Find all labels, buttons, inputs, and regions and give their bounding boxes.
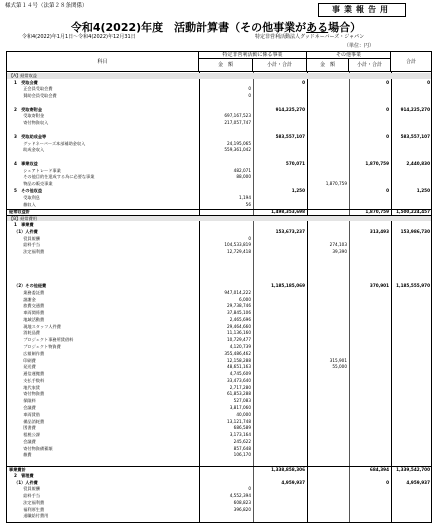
cell-total: 153,986,730: [400, 228, 430, 234]
table-row: [7, 493, 431, 499]
cell-amt: 2,717,280: [229, 384, 251, 390]
table-row: [7, 188, 431, 194]
cell-amt: 559,361,042: [224, 147, 251, 153]
table-row: [7, 426, 431, 432]
row-label: 備品消耗費: [19, 418, 45, 424]
row-label: 退職給付費用: [19, 513, 49, 519]
row-label: （1）人件費: [14, 479, 38, 485]
table-row: [7, 385, 431, 391]
cell-total: 4,959,937: [406, 479, 430, 485]
cell-amt: 697,167,523: [224, 113, 251, 119]
cell-sub: 914,225,270: [275, 106, 305, 112]
cell-amt: 11,136,160: [227, 330, 251, 336]
table-row: [7, 134, 431, 140]
unit-label: （単位：円）: [344, 43, 375, 49]
cell-osub: 1,870,759: [365, 160, 389, 166]
row-label: 地域活動費: [19, 316, 45, 322]
cell-sub: 1,250: [291, 188, 305, 194]
table-row: [7, 392, 431, 398]
header-nonprofit: 特定非営利活動に係る事業: [199, 52, 307, 59]
table-row: [7, 459, 431, 465]
cell-amt: 104,533,819: [224, 242, 251, 248]
row-label: 物品の販売事業: [19, 181, 53, 187]
table-row: [7, 209, 431, 215]
cell-amt: 482,071: [233, 167, 251, 173]
cell-amt: 0: [248, 86, 251, 92]
title-end: 場合）: [328, 21, 362, 34]
cell-amt: 0: [248, 93, 251, 99]
table-row: [7, 73, 431, 79]
row-label: 会議費: [19, 405, 36, 411]
row-label: 1 受取会費: [14, 79, 38, 85]
cell-osub: 684,394: [369, 467, 389, 473]
page-title: [0, 22, 432, 33]
table-row: [7, 93, 431, 99]
cell-amt: 245,622: [233, 438, 251, 444]
header-other-amount: 金 額: [307, 59, 349, 72]
cell-total: 0: [427, 79, 430, 85]
row-label: 3 受取助成金等: [14, 133, 47, 139]
row-label: 印刷費: [19, 357, 36, 363]
row-label: 正会員受取会費: [19, 86, 53, 92]
row-label: 業務委託費: [19, 289, 45, 295]
table-row: [7, 154, 431, 160]
table-row: [7, 446, 431, 452]
title-sub: （その他事業が: [229, 21, 307, 34]
table-row: [7, 80, 431, 86]
row-label: 寄付物資費: [19, 391, 45, 397]
cell-amt: 217,057,747: [224, 120, 251, 126]
row-label: 諸謝金: [19, 296, 36, 302]
form-number: 様式第１４号（法第２８条関係）: [5, 3, 88, 9]
cell-sub: 1,338,858,306: [271, 467, 305, 473]
organization-name: 特定非営利活動法人グッドネーバーズ・ジャパン: [255, 34, 365, 40]
table-row: [7, 168, 431, 174]
table-row: [7, 243, 431, 249]
cell-amt: 48,651,163: [227, 364, 251, 370]
row-label: 寄付物資収入: [19, 120, 49, 126]
row-label: 【B】経常費用: [9, 216, 37, 222]
cell-amt: 12,729,418: [227, 249, 251, 255]
row-label: 給料手当: [19, 242, 40, 248]
table-row: [7, 222, 431, 228]
cell-amt: 6,000: [239, 296, 251, 302]
cell-amt: 29,738,746: [227, 303, 251, 309]
cell-osub: 0: [386, 479, 389, 485]
table-row: [7, 249, 431, 255]
row-label: シェアトレード事業: [19, 167, 61, 173]
cell-amt: 12,158,288: [227, 357, 251, 363]
cell-amt: 29,464,660: [227, 323, 251, 329]
cell-amt: 61,853,288: [227, 391, 251, 397]
cell-sub: 153,673,237: [275, 228, 305, 234]
statement-table: [6, 51, 432, 523]
table-row: [7, 304, 431, 310]
cell-sub: 1,185,185,069: [271, 282, 305, 288]
row-label: 福利厚生費: [19, 506, 45, 512]
cell-osub: 313,493: [369, 228, 389, 234]
row-label: プロジェクト物資費: [19, 343, 61, 349]
table-row: [7, 87, 431, 93]
cell-amt: 947,014,222: [224, 289, 251, 295]
cell-oamt: 55,000: [332, 364, 347, 370]
row-label: 法定福利費: [19, 499, 45, 505]
cell-amt: 40,000: [236, 411, 251, 417]
table-row: [7, 270, 431, 276]
table-row: [7, 398, 431, 404]
cell-amt: 10,729,477: [227, 337, 251, 343]
row-label: 租税公課: [19, 432, 40, 438]
table-row: [7, 439, 431, 445]
table-row: [7, 310, 431, 316]
row-label: 【A】経常収益: [9, 72, 37, 78]
cell-amt: 686,589: [233, 425, 251, 431]
row-label: 法定福利費: [19, 249, 45, 255]
row-label: 2 受取寄附金: [14, 106, 43, 112]
cell-oamt: 274,103: [329, 242, 347, 248]
cell-total: 1,500,224,457: [396, 209, 430, 215]
table-row: [7, 127, 431, 133]
report-period: 令和4(2022)年1月1日～令和4(2022)年12月31日: [22, 34, 136, 40]
table-row: [7, 120, 431, 126]
table-row: [7, 175, 431, 181]
table-row: [7, 378, 431, 384]
header-other-subtotal: 小計・合計: [349, 59, 391, 72]
row-label: 事業費計: [9, 467, 26, 473]
cell-amt: 56: [245, 201, 251, 207]
cell-amt: 4,552,394: [229, 493, 251, 499]
table-row: [7, 514, 431, 520]
table-row: [7, 487, 431, 493]
row-label: 受取利息: [19, 194, 40, 200]
cell-total: 914,225,270: [400, 106, 430, 112]
cell-amt: 24,195,065: [227, 140, 251, 146]
table-row: [7, 290, 431, 296]
row-label: 地代家賃: [19, 384, 40, 390]
table-header: [7, 52, 431, 72]
table-row: [7, 337, 431, 343]
table-row: [7, 351, 431, 357]
row-label: 支払手数料: [19, 377, 45, 383]
cell-total: 1,185,555,970: [396, 282, 430, 288]
row-label: 車両賃借: [19, 411, 40, 417]
table-row: [7, 236, 431, 242]
cell-amt: 4,120,739: [229, 343, 251, 349]
header-other: その他事業: [307, 52, 391, 59]
row-label: 給料手当: [19, 493, 40, 499]
cell-amt: 37,845,106: [227, 310, 251, 316]
row-label: グッドネーバーズ本部補助金収入: [19, 140, 86, 146]
cell-osub: 0: [386, 188, 389, 194]
row-label: その他目的を達成する為に必要な事業: [19, 174, 95, 180]
table-row: [7, 480, 431, 486]
table-row: [7, 419, 431, 425]
header-subtotal: 小計・合計: [253, 59, 307, 72]
table-row: [7, 500, 431, 506]
table-row: [7, 412, 431, 418]
cell-amt: 2,465,696: [229, 316, 251, 322]
table-row: [7, 256, 431, 262]
row-label: 消耗品費: [19, 330, 40, 336]
table-row: [7, 263, 431, 269]
cell-osub: 370,901: [369, 282, 389, 288]
row-label: 雑費: [19, 452, 32, 458]
table-row: [7, 107, 431, 113]
cell-osub: 0: [386, 79, 389, 85]
cell-amt: 33,473,640: [227, 377, 251, 383]
table-row: [7, 371, 431, 377]
row-label: 図書費: [19, 425, 36, 431]
cell-osub: 1,870,759: [365, 209, 389, 215]
table-row: [7, 344, 431, 350]
cell-amt: 3,173,164: [229, 432, 251, 438]
cell-amt: 857,648: [233, 445, 251, 451]
table-row: [7, 405, 431, 411]
row-label: 雑収入: [19, 201, 36, 207]
row-label: 2 管理費: [14, 472, 34, 478]
row-label: 4 事業収益: [14, 160, 38, 166]
row-label: 経常収益計: [9, 209, 30, 215]
cell-amt: 1,194: [239, 194, 251, 200]
cell-total: 583,557,107: [400, 133, 430, 139]
cell-amt: 88,000: [236, 174, 251, 180]
cell-total: 1,250: [416, 188, 430, 194]
table-row: [7, 331, 431, 337]
cell-amt: 0: [248, 486, 251, 492]
table-row: [7, 161, 431, 167]
cell-amt: 608,823: [233, 499, 251, 505]
row-label: 役員報酬: [19, 235, 40, 241]
row-label: 役員報酬: [19, 486, 40, 492]
row-label: 1 事業費: [14, 221, 34, 227]
cell-amt: 13,121,748: [227, 418, 251, 424]
row-label: 広報制作費: [19, 350, 45, 356]
row-label: 寄付物資備蓄額: [19, 445, 53, 451]
cell-osub: 0: [386, 133, 389, 139]
cell-total: 1,339,542,700: [396, 467, 430, 473]
title-main: 令和4(2022)年度 活動計算書: [70, 21, 230, 34]
cell-amt: 0: [248, 235, 251, 241]
cell-total: 2,440,830: [406, 160, 430, 166]
cell-amt: 3,817,060: [229, 405, 251, 411]
table-row: [7, 141, 431, 147]
cell-osub: 0: [386, 106, 389, 112]
cell-amt: 527,083: [233, 398, 251, 404]
header-amount: 金 額: [199, 59, 253, 72]
table-row: [7, 114, 431, 120]
row-label: 現地スタッフ人件費: [19, 323, 61, 329]
row-label: 賛助会員受取会費: [19, 93, 57, 99]
table-row: [7, 100, 431, 106]
table-row: [7, 181, 431, 187]
row-label: 5 その他収益: [14, 188, 43, 194]
row-label: （2）その他経費: [14, 282, 47, 288]
table-row: [7, 365, 431, 371]
cell-amt: 4,745,609: [229, 371, 251, 377]
table-row: [7, 317, 431, 323]
row-label: 通信運搬費: [19, 371, 45, 377]
row-label: 旅費交通費: [19, 303, 45, 309]
table-row: [7, 283, 431, 289]
table-row: [7, 229, 431, 235]
cell-oamt: 1,870,759: [325, 181, 347, 187]
table-row: [7, 466, 431, 472]
table-row: [7, 358, 431, 364]
cell-amt: 106,170: [233, 452, 251, 458]
table-row: [7, 324, 431, 330]
cell-sub: 570,071: [285, 160, 305, 166]
row-label: 助成金収入: [19, 147, 45, 153]
row-label: 会議費: [19, 438, 36, 444]
row-label: 受取寄附金: [19, 113, 45, 119]
cell-oamt: 39,390: [332, 249, 347, 255]
row-label: 車両関係費: [19, 310, 45, 316]
table-row: [7, 473, 431, 479]
table-row: [7, 297, 431, 303]
table-row: [7, 215, 431, 221]
table-row: [7, 202, 431, 208]
table-row: [7, 453, 431, 459]
header-item: 科目: [7, 52, 199, 72]
cell-sub: 583,557,107: [275, 133, 305, 139]
cell-sub: 0: [302, 79, 305, 85]
cell-amt: 355,486,462: [224, 350, 251, 356]
table-row: [7, 148, 431, 154]
row-label: （1）人件費: [14, 228, 38, 234]
row-label: 発送費: [19, 364, 36, 370]
cell-amt: 396,820: [233, 506, 251, 512]
table-row: [7, 432, 431, 438]
cell-sub: 1,498,353,698: [271, 209, 305, 215]
header-total: 合計: [405, 59, 416, 65]
table-row: [7, 195, 431, 201]
table-row: [7, 507, 431, 513]
row-label: 保険料: [19, 398, 36, 404]
title-underlined: ある: [306, 21, 329, 34]
cell-sub: 4,959,937: [281, 479, 305, 485]
table-row: [7, 276, 431, 282]
row-label: プロジェクト事務所賃借料: [19, 337, 74, 343]
cell-oamt: 315,901: [329, 357, 347, 363]
report-badge: 事業報告用: [318, 3, 406, 17]
